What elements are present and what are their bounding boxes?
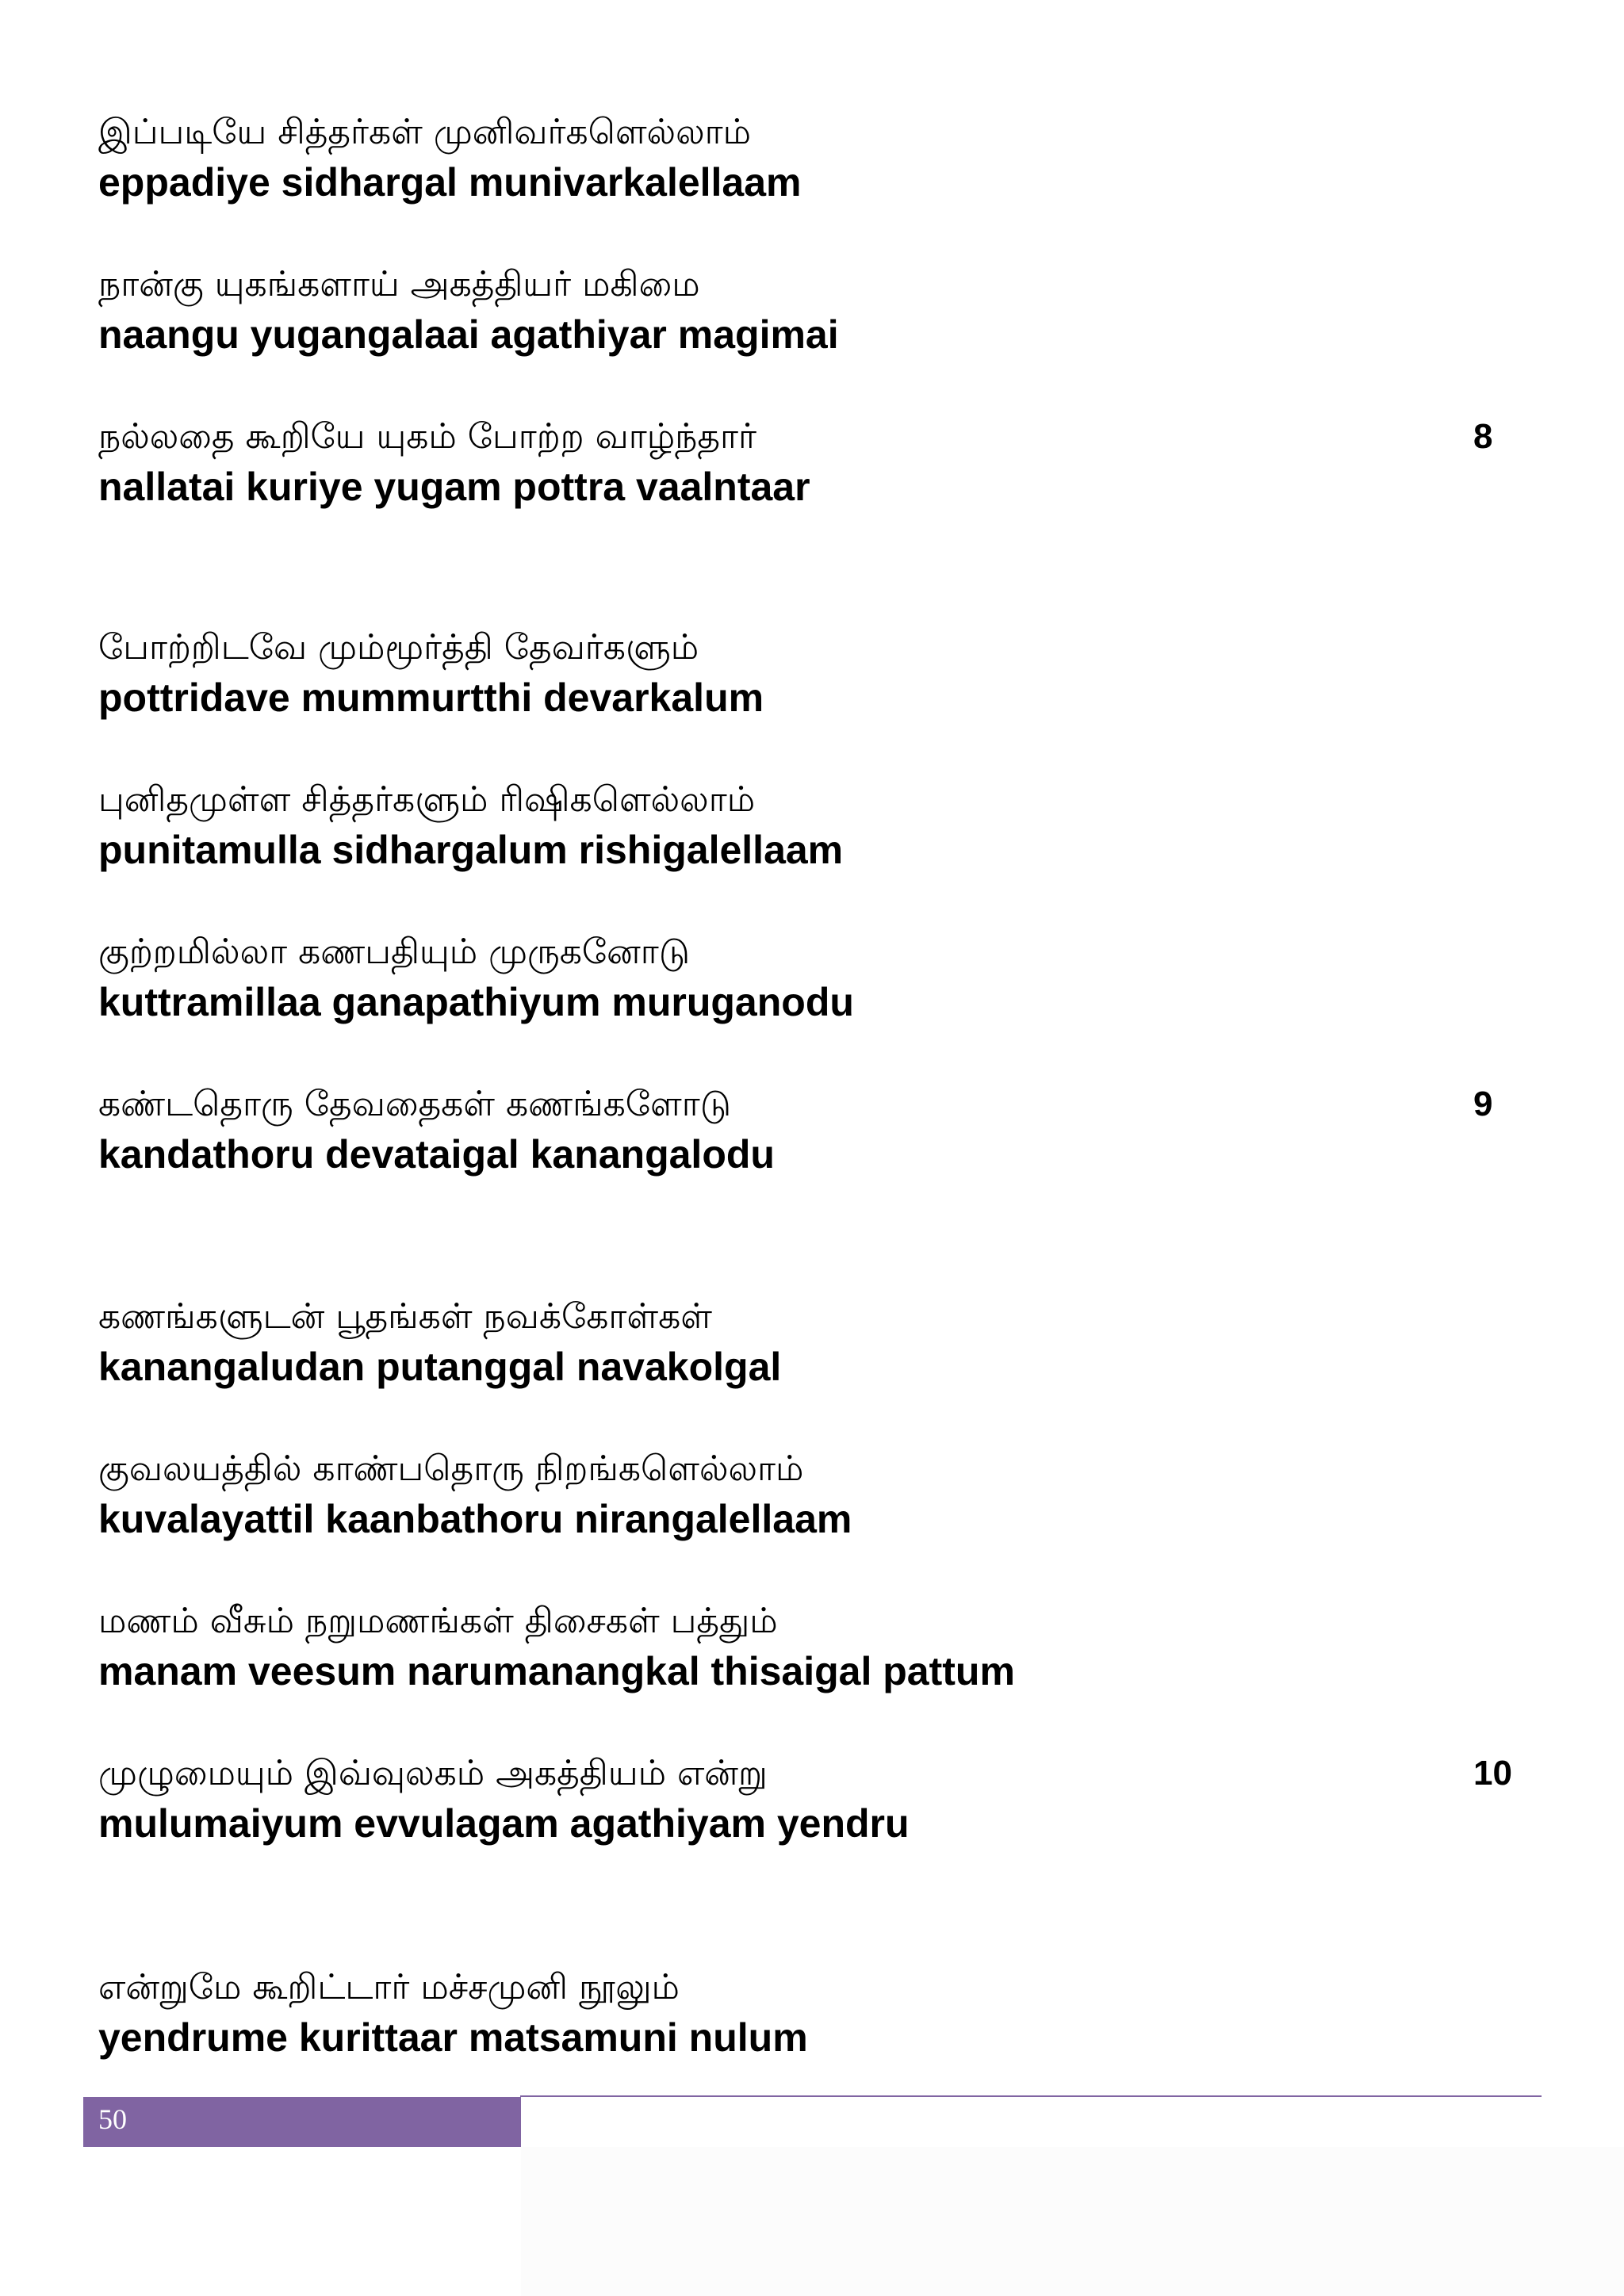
verse-9-transliteration: kuvalayattil kaanbathoru nirangalellaam — [98, 1497, 852, 1541]
verse-9-tamil: குவலயத்தில் காண்பதொரு நிறங்களெல்லாம் — [98, 1448, 804, 1489]
verse-7-transliteration: kandathoru devataigal kanangalodu — [98, 1132, 775, 1177]
verse-5-tamil: புனிதமுள்ள சித்தர்களும் ரிஷிகளெல்லாம் — [98, 779, 756, 820]
verse-4 — [98, 623, 1446, 723]
verse-10 — [98, 1597, 1446, 1697]
verse-8-tamil: கணங்களுடன் பூதங்கள் நவக்கோள்கள் — [98, 1296, 712, 1337]
verse-7 — [98, 1080, 1493, 1180]
verse-6-tamil: குற்றமில்லா கணபதியும் முருகனோடு — [98, 932, 691, 972]
stanza-number: 8 — [1473, 417, 1493, 456]
footer-divider — [520, 2095, 1542, 2097]
verse-3-tamil: நல்லதை கூறியே யுகம் போற்ற வாழ்ந்தார் — [98, 416, 756, 457]
page-number-band — [83, 2097, 521, 2147]
verse-12 — [98, 1963, 1446, 2063]
stanza-number: 9 — [1473, 1085, 1493, 1123]
verse-6-transliteration: kuttramillaa ganapathiyum muruganodu — [98, 980, 854, 1024]
verse-1 — [98, 108, 1446, 208]
stanza-number: 10 — [1473, 1754, 1512, 1793]
verse-3 — [98, 412, 1493, 512]
verse-1-transliteration: eppadiye sidhargal munivarkalellaam — [98, 160, 802, 205]
verse-10-transliteration: manam veesum narumanangkal thisaigal pattum — [98, 1649, 1015, 1693]
verse-11-tamil: முழுமையும் இவ்வுலகம் அகத்தியம் என்று — [98, 1753, 768, 1793]
verse-5 — [98, 775, 1446, 875]
verse-4-transliteration: pottridave mummurtthi devarkalum — [98, 675, 764, 720]
page-edge-shading — [521, 2147, 1624, 2296]
verse-2-transliteration: naangu yugangalaai agathiyar magimai — [98, 312, 839, 357]
verse-4-tamil: போற்றிடவே மும்மூர்த்தி தேவர்களும் — [98, 627, 699, 668]
verse-9 — [98, 1445, 1446, 1544]
verse-8 — [98, 1292, 1446, 1392]
verse-12-transliteration: yendrume kurittaar matsamuni nulum — [98, 2015, 808, 2060]
verse-5-transliteration: punitamulla sidhargalum rishigalellaam — [98, 828, 844, 872]
page-number: 50 — [98, 2103, 127, 2135]
verse-12-tamil: என்றுமே கூறிட்டார் மச்சமுனி நூலும் — [98, 1967, 680, 2007]
verse-6 — [98, 928, 1446, 1027]
verse-2 — [98, 260, 1446, 360]
verse-10-tamil: மணம் வீசும் நறுமணங்கள் திசைகள் பத்தும் — [98, 1601, 778, 1641]
verse-2-tamil: நான்கு யுகங்களாய் அகத்தியர் மகிமை — [98, 264, 700, 304]
verse-11-transliteration: mulumaiyum evvulagam agathiyam yendru — [98, 1801, 910, 1846]
verse-7-tamil: கண்டதொரு தேவதைகள் கணங்களோடு — [98, 1084, 731, 1124]
verse-3-transliteration: nallatai kuriye yugam pottra vaalntaar — [98, 465, 810, 509]
verse-8-transliteration: kanangaludan putanggal navakolgal — [98, 1345, 782, 1389]
verse-1-tamil: இப்படியே சித்தர்கள் முனிவர்களெல்லாம் — [98, 112, 751, 152]
verse-11 — [98, 1749, 1512, 1849]
